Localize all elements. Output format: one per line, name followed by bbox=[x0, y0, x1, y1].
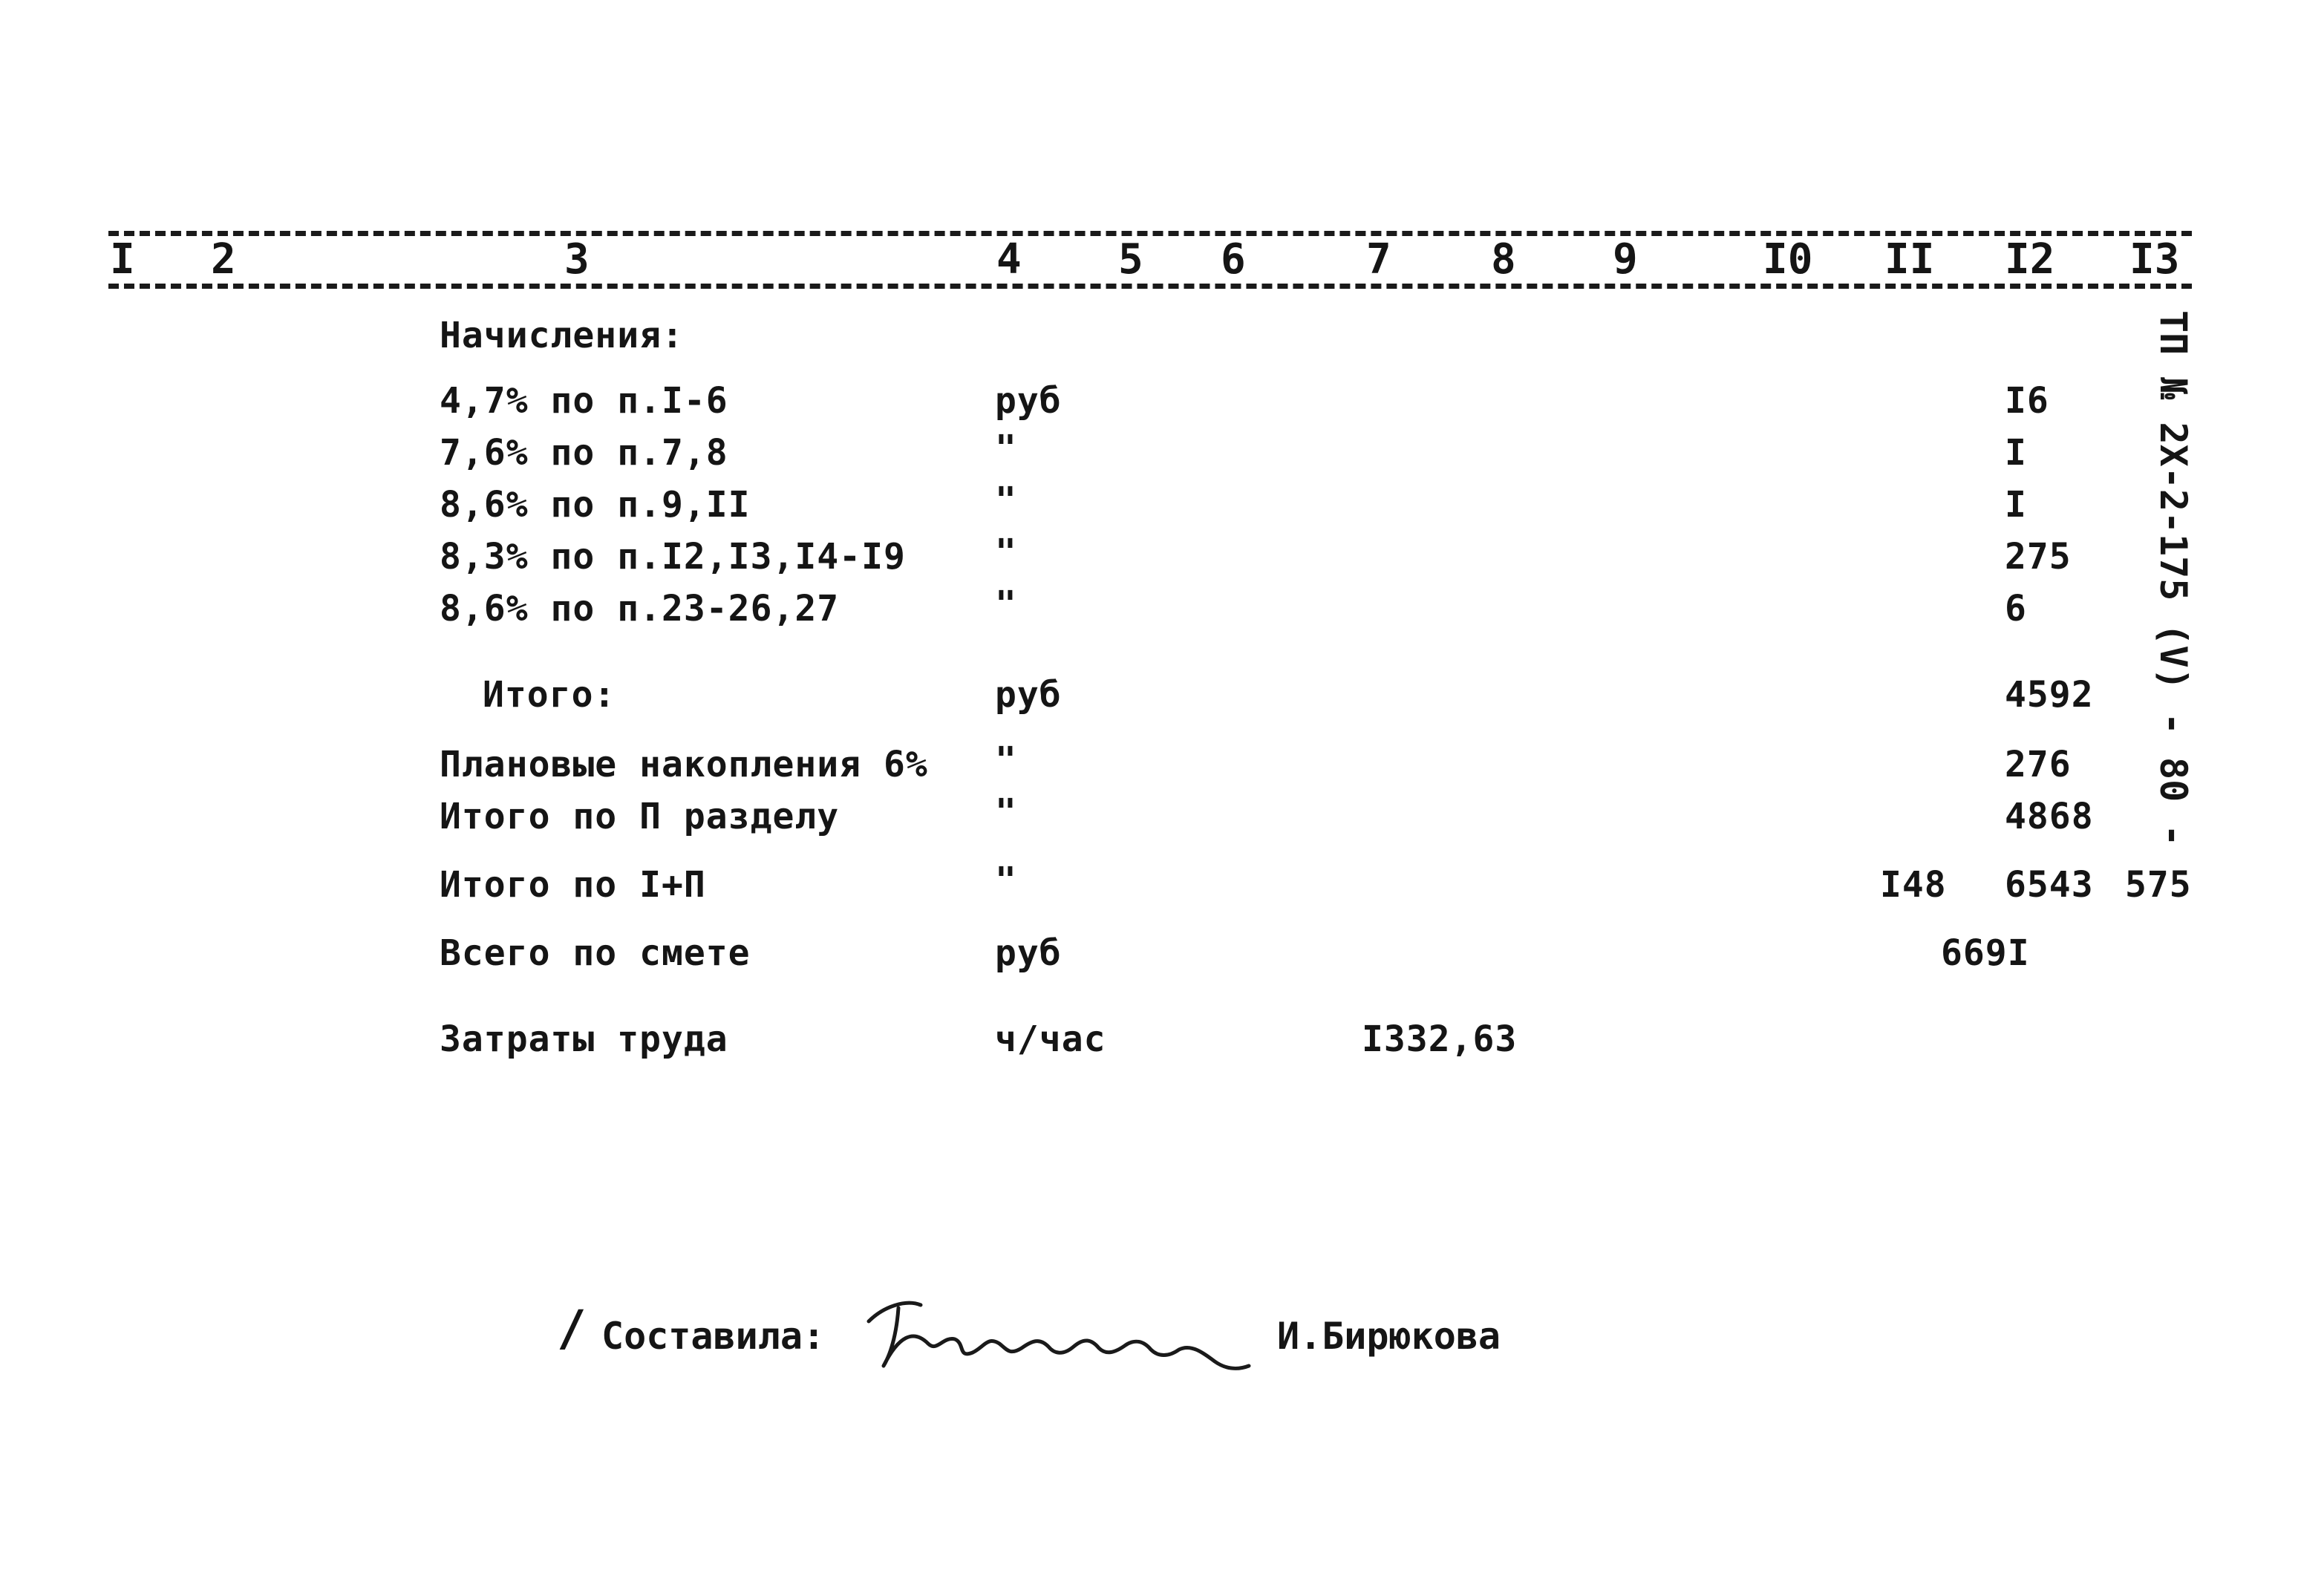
total-section2-label: Итого по П разделу bbox=[440, 796, 840, 837]
document-code-vertical bbox=[2152, 310, 2227, 847]
total-section2-unit: " bbox=[995, 791, 1017, 833]
row-1-label: 4,7% по п.I-6 bbox=[440, 380, 728, 422]
column-number-9: 9 bbox=[1613, 235, 1638, 284]
labor-label: Затраты труда bbox=[440, 1018, 728, 1060]
signature-label: Составила: bbox=[601, 1315, 826, 1358]
column-number-7: 7 bbox=[1366, 235, 1391, 284]
row-4-unit: " bbox=[995, 532, 1017, 573]
row-5-col12: 6 bbox=[2005, 588, 2027, 629]
row-3-label: 8,6% по п.9,II bbox=[440, 484, 751, 526]
labor-unit: ч/час bbox=[995, 1018, 1106, 1060]
planned-label: Плановые накопления 6% bbox=[440, 744, 928, 785]
row-1-unit: руб bbox=[995, 380, 1062, 422]
handwritten-signature bbox=[854, 1292, 1255, 1381]
row-5-label: 8,6% по п.23-26,27 bbox=[440, 588, 840, 629]
total-section2-col12: 4868 bbox=[2005, 796, 2094, 837]
column-number-8: 8 bbox=[1491, 235, 1516, 284]
row-2-label: 7,6% по п.7,8 bbox=[440, 432, 728, 474]
signature-slash: / bbox=[557, 1300, 587, 1357]
column-number-12: I2 bbox=[2005, 235, 2055, 284]
row-1-col12: I6 bbox=[2005, 380, 2049, 422]
row-2-col12: I bbox=[2005, 432, 2027, 474]
grand-total-label: Всего по смете bbox=[440, 932, 751, 974]
row-5-unit: " bbox=[995, 583, 1017, 625]
total-1-2-unit: " bbox=[995, 860, 1017, 901]
document-code-text: ТП № 2Х-2-175 (V) - 80 - bbox=[2152, 310, 2195, 847]
signature-block bbox=[557, 1292, 1522, 1381]
planned-unit: " bbox=[995, 739, 1017, 781]
column-number-2: 2 bbox=[211, 235, 236, 284]
row-4-col12: 275 bbox=[2005, 536, 2072, 578]
row-3-unit: " bbox=[995, 480, 1017, 521]
column-number-10: I0 bbox=[1763, 235, 1813, 284]
total-1-2-label: Итого по I+П bbox=[440, 864, 706, 906]
column-number-4: 4 bbox=[996, 235, 1022, 284]
total-1-2-col13: 575 bbox=[2125, 864, 2192, 906]
total-col12: 4592 bbox=[2005, 674, 2094, 716]
signatory-name: И.Бирюкова bbox=[1277, 1315, 1501, 1358]
row-3-col12: I bbox=[2005, 484, 2027, 526]
grand-total-value: 669I bbox=[1941, 932, 2030, 974]
planned-col12: 276 bbox=[2005, 744, 2072, 785]
row-4-label: 8,3% по п.I2,I3,I4-I9 bbox=[440, 536, 906, 578]
total-1-2-col12: 6543 bbox=[2005, 864, 2094, 906]
accruals-heading: Начисления: bbox=[440, 315, 684, 356]
column-number-1: I bbox=[110, 235, 135, 284]
column-number-11: II bbox=[1884, 235, 1935, 284]
header-top-dashed-line bbox=[108, 231, 2192, 236]
total-unit: руб bbox=[995, 674, 1062, 716]
grand-total-unit: руб bbox=[995, 932, 1062, 974]
column-number-3: 3 bbox=[564, 235, 590, 284]
row-2-unit: " bbox=[995, 428, 1017, 469]
column-number-6: 6 bbox=[1221, 235, 1246, 284]
labor-col7: I332,63 bbox=[1362, 1018, 1518, 1060]
total-1-2-col11: I48 bbox=[1880, 864, 1947, 906]
column-number-13: I3 bbox=[2129, 235, 2180, 284]
total-label: Итого: bbox=[483, 674, 616, 716]
column-number-5: 5 bbox=[1118, 235, 1143, 284]
header-bottom-dashed-line bbox=[108, 284, 2192, 289]
